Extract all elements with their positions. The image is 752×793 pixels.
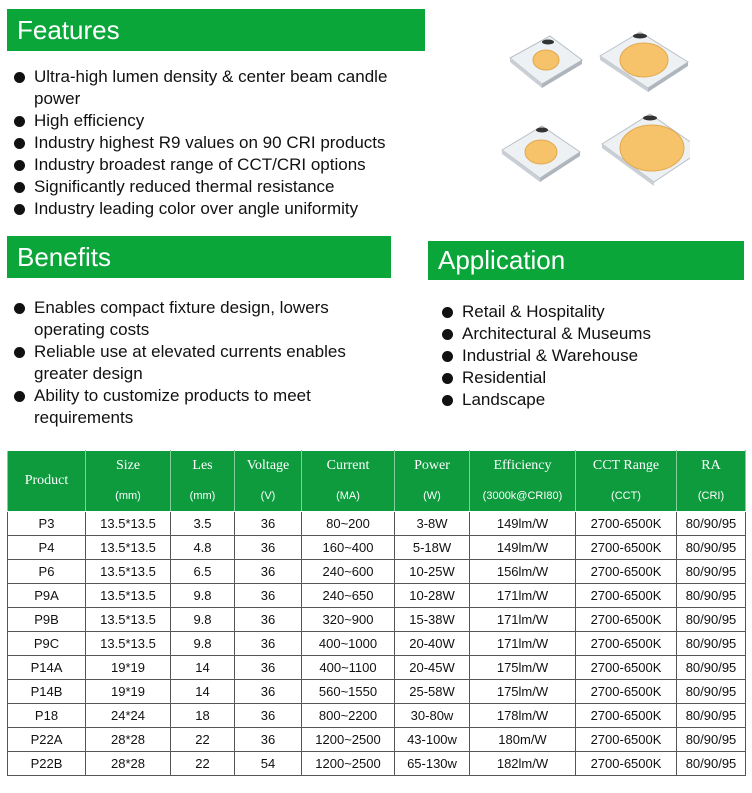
table-row xyxy=(8,704,746,728)
cell-ra: 80/90/95 xyxy=(677,728,746,752)
cell-power: 20-45W xyxy=(395,656,470,680)
cell-product: P18 xyxy=(8,704,86,728)
cell-cct-range: 2700-6500K xyxy=(576,584,677,608)
cell-product: P22B xyxy=(8,752,86,776)
feature-item: High efficiency xyxy=(8,110,428,132)
application-heading xyxy=(428,241,744,280)
cell-cct-range: 2700-6500K xyxy=(576,536,677,560)
cell-cct-range: 2700-6500K xyxy=(576,512,677,536)
unit-les: (mm) xyxy=(171,481,235,512)
cell-product: P3 xyxy=(8,512,86,536)
cell-ra: 80/90/95 xyxy=(677,656,746,680)
feature-item: Industry broadest range of CCT/CRI options xyxy=(8,154,428,176)
cell-product: P14B xyxy=(8,680,86,704)
header-size: Size xyxy=(86,451,171,482)
chip-small-1 xyxy=(510,36,582,88)
cell-power: 5-18W xyxy=(395,536,470,560)
unit-efficiency: (3000k@CRI80) xyxy=(470,481,576,512)
cell-cct-range: 2700-6500K xyxy=(576,680,677,704)
cell-size: 13.5*13.5 xyxy=(86,608,171,632)
header-efficiency: Efficiency xyxy=(470,451,576,482)
cell-cct-range: 2700-6500K xyxy=(576,608,677,632)
cell-voltage: 36 xyxy=(235,656,302,680)
application-list xyxy=(436,301,736,411)
cell-voltage: 36 xyxy=(235,584,302,608)
table-row xyxy=(8,584,746,608)
cell-product: P9C xyxy=(8,632,86,656)
cell-power: 30-80w xyxy=(395,704,470,728)
cell-voltage: 36 xyxy=(235,560,302,584)
cell-les: 6.5 xyxy=(171,560,235,584)
cell-les: 4.8 xyxy=(171,536,235,560)
cell-efficiency: 175lm/W xyxy=(470,656,576,680)
cell-cct-range: 2700-6500K xyxy=(576,632,677,656)
feature-item: Ultra-high lumen density & center beam candle power xyxy=(8,66,428,110)
cell-current: 560~1550 xyxy=(302,680,395,704)
header-power: Power xyxy=(395,451,470,482)
cell-voltage: 36 xyxy=(235,536,302,560)
cell-les: 3.5 xyxy=(171,512,235,536)
cell-les: 9.8 xyxy=(171,632,235,656)
cell-ra: 80/90/95 xyxy=(677,752,746,776)
cell-ra: 80/90/95 xyxy=(677,704,746,728)
cell-size: 13.5*13.5 xyxy=(86,584,171,608)
cell-ra: 80/90/95 xyxy=(677,608,746,632)
cell-power: 25-58W xyxy=(395,680,470,704)
cell-efficiency: 175lm/W xyxy=(470,680,576,704)
cell-efficiency: 171lm/W xyxy=(470,608,576,632)
cell-current: 400~1000 xyxy=(302,632,395,656)
cell-power: 43-100w xyxy=(395,728,470,752)
cell-les: 22 xyxy=(171,752,235,776)
cell-size: 19*19 xyxy=(86,656,171,680)
cell-size: 13.5*13.5 xyxy=(86,512,171,536)
cell-ra: 80/90/95 xyxy=(677,680,746,704)
cell-current: 800~2200 xyxy=(302,704,395,728)
unit-cri: (CRI) xyxy=(677,481,746,512)
header-les: Les xyxy=(171,451,235,482)
cell-power: 10-28W xyxy=(395,584,470,608)
cell-efficiency: 182lm/W xyxy=(470,752,576,776)
cell-product: P9B xyxy=(8,608,86,632)
cell-efficiency: 156lm/W xyxy=(470,560,576,584)
benefits-title: Benefits xyxy=(17,241,111,272)
cell-les: 9.8 xyxy=(171,584,235,608)
table-row xyxy=(8,752,746,776)
cell-ra: 80/90/95 xyxy=(677,560,746,584)
cell-les: 22 xyxy=(171,728,235,752)
chip-medium-1 xyxy=(600,32,688,92)
cell-cct-range: 2700-6500K xyxy=(576,752,677,776)
cell-efficiency: 180m/W xyxy=(470,728,576,752)
application-item: Residential xyxy=(436,367,736,389)
table-row xyxy=(8,512,746,536)
cell-voltage: 36 xyxy=(235,704,302,728)
cell-product: P9A xyxy=(8,584,86,608)
cell-voltage: 54 xyxy=(235,752,302,776)
cell-efficiency: 171lm/W xyxy=(470,584,576,608)
cell-current: 160~400 xyxy=(302,536,395,560)
cell-current: 400~1100 xyxy=(302,656,395,680)
cell-cct-range: 2700-6500K xyxy=(576,560,677,584)
table-row xyxy=(8,560,746,584)
header-current: Current xyxy=(302,451,395,482)
cell-current: 1200~2500 xyxy=(302,752,395,776)
cell-les: 14 xyxy=(171,656,235,680)
header-voltage: Voltage xyxy=(235,451,302,482)
spec-table-body xyxy=(8,512,746,776)
cell-product: P22A xyxy=(8,728,86,752)
cell-cct-range: 2700-6500K xyxy=(576,704,677,728)
cell-ra: 80/90/95 xyxy=(677,584,746,608)
unit-current: (MA) xyxy=(302,481,395,512)
spec-table xyxy=(7,450,746,776)
unit-size: (mm) xyxy=(86,481,171,512)
unit-row xyxy=(8,481,746,512)
cell-cct-range: 2700-6500K xyxy=(576,656,677,680)
cell-voltage: 36 xyxy=(235,512,302,536)
features-heading xyxy=(7,9,425,51)
cell-product: P6 xyxy=(8,560,86,584)
table-row xyxy=(8,608,746,632)
cell-les: 18 xyxy=(171,704,235,728)
benefit-item: Enables compact fixture design, lowers operating costs xyxy=(8,297,388,341)
cell-size: 13.5*13.5 xyxy=(86,536,171,560)
cell-efficiency: 178lm/W xyxy=(470,704,576,728)
table-row xyxy=(8,536,746,560)
cell-product: P4 xyxy=(8,536,86,560)
cell-power: 20-40W xyxy=(395,632,470,656)
cell-voltage: 36 xyxy=(235,680,302,704)
chip-small-2 xyxy=(502,126,580,182)
table-row xyxy=(8,656,746,680)
feature-item: Significantly reduced thermal resistance xyxy=(8,176,428,198)
application-item: Retail & Hospitality xyxy=(436,301,736,323)
cell-efficiency: 149lm/W xyxy=(470,536,576,560)
table-row xyxy=(8,680,746,704)
cell-les: 14 xyxy=(171,680,235,704)
unit-cct: (CCT) xyxy=(576,481,677,512)
cell-size: 13.5*13.5 xyxy=(86,560,171,584)
benefits-list xyxy=(8,297,388,429)
header-row xyxy=(8,451,746,482)
cell-size: 19*19 xyxy=(86,680,171,704)
benefit-item: Reliable use at elevated currents enables greater design xyxy=(8,341,388,385)
unit-power: (W) xyxy=(395,481,470,512)
chip-large-1 xyxy=(602,114,690,186)
cell-current: 1200~2500 xyxy=(302,728,395,752)
header-product: Product xyxy=(8,451,86,512)
feature-item: Industry leading color over angle uniformity xyxy=(8,198,428,220)
cell-size: 28*28 xyxy=(86,752,171,776)
cell-power: 10-25W xyxy=(395,560,470,584)
cell-cct-range: 2700-6500K xyxy=(576,728,677,752)
cell-efficiency: 171lm/W xyxy=(470,632,576,656)
cell-voltage: 36 xyxy=(235,728,302,752)
cell-current: 240~600 xyxy=(302,560,395,584)
cell-power: 3-8W xyxy=(395,512,470,536)
cell-ra: 80/90/95 xyxy=(677,512,746,536)
application-item: Architectural & Museums xyxy=(436,323,736,345)
header-cct-range: CCT Range xyxy=(576,451,677,482)
application-item: Industrial & Warehouse xyxy=(436,345,736,367)
cell-power: 15-38W xyxy=(395,608,470,632)
cell-les: 9.8 xyxy=(171,608,235,632)
cell-current: 80~200 xyxy=(302,512,395,536)
cell-efficiency: 149lm/W xyxy=(470,512,576,536)
unit-voltage: (V) xyxy=(235,481,302,512)
cell-power: 65-130w xyxy=(395,752,470,776)
feature-item: Industry highest R9 values on 90 CRI products xyxy=(8,132,428,154)
cob-led-chips-image xyxy=(490,18,690,198)
header-ra: RA xyxy=(677,451,746,482)
cell-size: 13.5*13.5 xyxy=(86,632,171,656)
cell-size: 24*24 xyxy=(86,704,171,728)
benefit-item: Ability to customize products to meet requirements xyxy=(8,385,388,429)
cell-voltage: 36 xyxy=(235,632,302,656)
cell-voltage: 36 xyxy=(235,608,302,632)
features-list xyxy=(8,66,428,220)
cell-ra: 80/90/95 xyxy=(677,632,746,656)
cell-size: 28*28 xyxy=(86,728,171,752)
cell-current: 320~900 xyxy=(302,608,395,632)
cell-current: 240~650 xyxy=(302,584,395,608)
table-row xyxy=(8,728,746,752)
features-title: Features xyxy=(17,14,120,45)
cell-ra: 80/90/95 xyxy=(677,536,746,560)
table-row xyxy=(8,632,746,656)
benefits-heading xyxy=(7,236,391,278)
application-item: Landscape xyxy=(436,389,736,411)
application-title: Application xyxy=(438,245,566,275)
cell-product: P14A xyxy=(8,656,86,680)
